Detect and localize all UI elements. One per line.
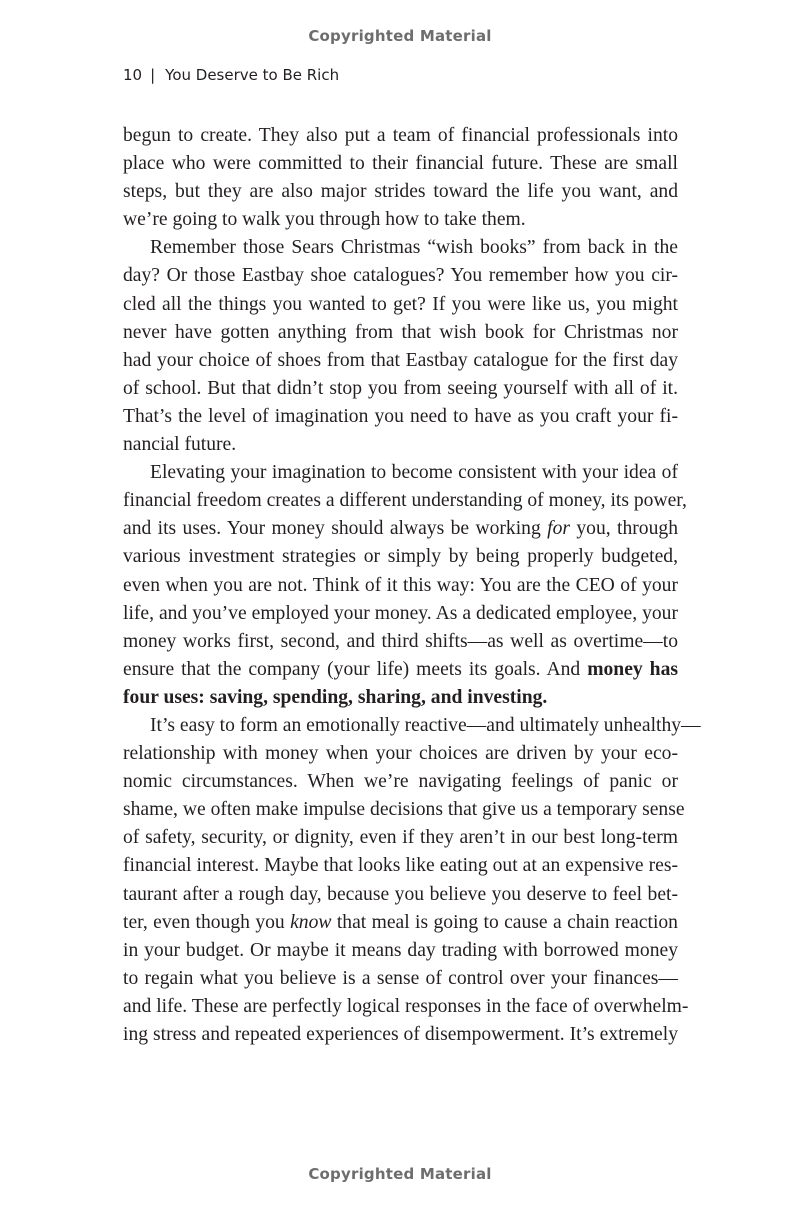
bold-text: four uses: saving, spending, sharing, and investing.	[123, 686, 548, 708]
copyright-watermark-bottom: Copyrighted Material	[308, 1165, 492, 1183]
text-line: in your budget. Or maybe it means day trading with borrowed money	[123, 939, 678, 961]
copyright-watermark-top: Copyrighted Material	[308, 27, 492, 45]
text-line	[123, 515, 678, 543]
text-run: that meal is going to cause a chain reaction	[331, 911, 678, 933]
text-line: of school. But that didn’t stop you from seeing yourself with all of it.	[123, 377, 678, 399]
text-line: day? Or those Eastbay shoe catalogues? You remember how you cir-	[123, 265, 678, 287]
text-run: ter, even though you	[123, 911, 291, 933]
text-line: ing stress and repeated experiences of disempowerment. It’s extremely	[123, 1024, 678, 1045]
text-run: ensure that the company (your life) meets its goals. And	[123, 658, 588, 680]
text-line: nancial future.	[123, 434, 237, 456]
text-line: money works first, second, and third shifts—as well as overtime—to	[123, 630, 678, 652]
paragraph-3	[123, 459, 687, 712]
paragraph-4	[123, 712, 701, 1049]
text-line: we’re going to walk you through how to take them.	[123, 209, 526, 231]
header-separator: |	[150, 66, 156, 84]
text-line: various investment strategies or simply by being properly budgeted,	[123, 546, 678, 568]
text-line	[123, 684, 678, 712]
emphasis-text: know	[290, 911, 332, 933]
text-line: taurant after a rough day, because you believe you deserve to feel bet-	[123, 883, 678, 905]
text-line: never have gotten anything from that wish book for Christmas nor	[123, 321, 678, 343]
running-header	[123, 66, 339, 84]
text-line: Remember those Sears Christmas “wish books” from back in the	[150, 237, 678, 259]
text-line: financial interest. Maybe that looks like eating out at an expensive res-	[123, 855, 678, 877]
paragraph-2	[123, 234, 678, 459]
text-line: life, and you’ve employed your money. As a dedicated employee, your	[123, 602, 678, 624]
text-line: even when you are not. Think of it this way: You are the CEO of your	[123, 574, 678, 596]
text-line: steps, but they are also major strides toward the life you want, and	[123, 181, 678, 203]
text-line	[123, 656, 678, 684]
text-line: That’s the level of imagination you need to have as you craft your fi-	[123, 405, 678, 427]
text-run: and its uses. Your money should always be working	[123, 518, 548, 540]
page-body	[123, 122, 701, 1049]
text-line: of safety, security, or dignity, even if they aren’t in our best long-term	[123, 827, 678, 849]
text-line: and life. These are perfectly logical responses in the face of overwhelm-	[123, 995, 689, 1017]
text-line: It’s easy to form an emotionally reactive—and ultimately unhealthy—	[150, 714, 701, 736]
text-line: to regain what you believe is a sense of control over your finances—	[123, 967, 678, 989]
text-run: you, through	[570, 518, 678, 540]
page-number: 10	[123, 66, 143, 84]
text-line: relationship with money when your choices are driven by your eco-	[123, 743, 678, 765]
text-line: had your choice of shoes from that Eastbay catalogue for the first day	[123, 349, 678, 371]
text-line: financial freedom creates a different understanding of money, its power,	[123, 490, 687, 512]
bold-text: money has	[587, 658, 678, 680]
text-line: Elevating your imagination to become consistent with your idea of	[150, 462, 678, 484]
text-line: begun to create. They also put a team of financial professionals into	[123, 125, 678, 146]
text-line: cled all the things you wanted to get? If you were like us, you might	[123, 293, 678, 315]
paragraph-1	[123, 122, 678, 234]
book-title: You Deserve to Be Rich	[165, 66, 340, 84]
text-line	[123, 909, 678, 937]
emphasis-text: for	[547, 518, 571, 540]
text-line: shame, we often make impulse decisions that give us a temporary sense	[123, 799, 685, 821]
text-line: nomic circumstances. When we’re navigating feelings of panic or	[123, 771, 678, 793]
text-line: place who were committed to their financial future. These are small	[123, 153, 678, 175]
